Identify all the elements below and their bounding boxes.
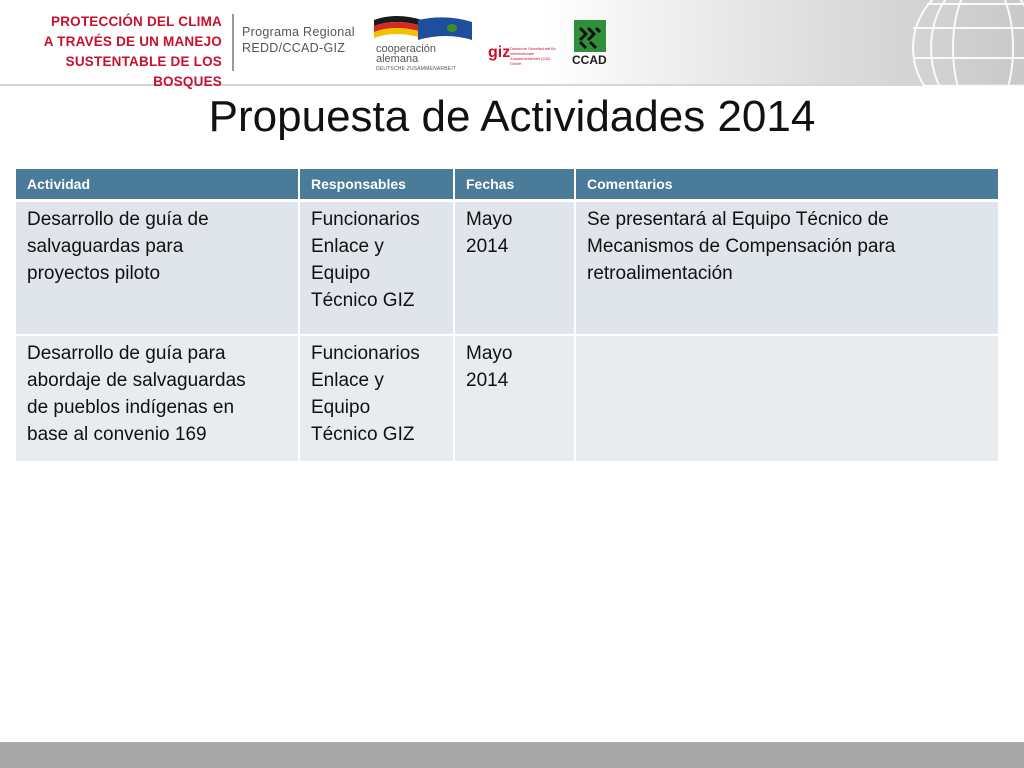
column-header-fechas: Fechas — [454, 169, 575, 201]
cell-line: 2014 — [466, 370, 509, 391]
cell-line: Técnico GIZ — [311, 290, 415, 311]
cell-responsables — [299, 201, 454, 336]
globe-grid-icon — [893, 0, 1024, 98]
cell-fechas — [454, 335, 575, 462]
project-title — [0, 12, 222, 92]
column-header-actividad: Actividad — [16, 169, 299, 201]
cell-line: base al convenio 169 — [27, 424, 207, 445]
cell-line: Desarrollo de guía para — [27, 343, 226, 364]
ccad-logo-text: CCAD — [572, 53, 607, 67]
cell-line: salvaguardas para — [27, 236, 184, 257]
table-row — [16, 335, 998, 462]
program-line: REDD/CCAD-GIZ — [242, 41, 346, 55]
cell-comentarios — [575, 201, 998, 336]
cell-line: Mayo — [466, 343, 513, 364]
coop-line: alemana — [376, 53, 419, 65]
giz-logo: giz — [488, 44, 511, 61]
cell-actividad — [16, 201, 299, 336]
coop-logo-text — [376, 44, 456, 72]
ccad-logo-icon — [574, 20, 606, 52]
header-vertical-divider — [232, 14, 234, 71]
cell-line: Funcionarios — [311, 343, 420, 364]
program-line: Programa Regional — [242, 25, 355, 39]
project-title-line: PROTECCIÓN DEL CLIMA — [50, 14, 222, 29]
program-name — [242, 24, 355, 56]
cell-line: Técnico GIZ — [311, 424, 415, 445]
header-banner — [0, 0, 1024, 89]
cell-line: Enlace y — [311, 370, 384, 391]
cell-line: Mayo — [466, 209, 513, 230]
project-title-line: SUSTENTABLE DE LOS BOSQUES — [65, 54, 222, 89]
footer-bar — [0, 742, 1024, 768]
coop-subline: DEUTSCHE ZUSAMMENARBEIT — [376, 66, 457, 72]
project-title-line: A TRAVÉS DE UN MANEJO — [43, 34, 222, 49]
cell-fechas — [454, 201, 575, 336]
column-header-responsables: Responsables — [299, 169, 454, 201]
cell-line: Mecanismos de Compensación para — [587, 236, 896, 257]
coop-line: cooperación — [376, 43, 436, 55]
cell-line: Funcionarios — [311, 209, 420, 230]
cell-line: abordaje de salvaguardas — [27, 370, 246, 391]
cell-comentarios-empty — [575, 335, 998, 462]
cell-line: Equipo — [311, 397, 371, 418]
cell-line: 2014 — [466, 236, 509, 257]
column-header-comentarios: Comentarios — [575, 169, 998, 201]
giz-tagline: Deutsche Gesellschaft für Internationale Zusammenarbeit (GIZ) GmbH — [510, 46, 556, 66]
cell-line: Desarrollo de guía de — [27, 209, 209, 230]
cell-line: Se presentará al Equipo Técnico de — [587, 209, 889, 230]
cell-line: de pueblos indígenas en — [27, 397, 235, 418]
cell-responsables — [299, 335, 454, 462]
slide-title: Propuesta de Actividades 2014 — [208, 92, 816, 141]
cell-line: Equipo — [311, 263, 371, 284]
table-header-row — [16, 169, 998, 201]
cell-actividad — [16, 335, 299, 462]
cell-line: retroalimentación — [587, 263, 733, 284]
cell-line: proyectos piloto — [27, 263, 161, 284]
activities-table — [16, 169, 998, 463]
table-row — [16, 201, 998, 336]
cell-line: Enlace y — [311, 236, 384, 257]
